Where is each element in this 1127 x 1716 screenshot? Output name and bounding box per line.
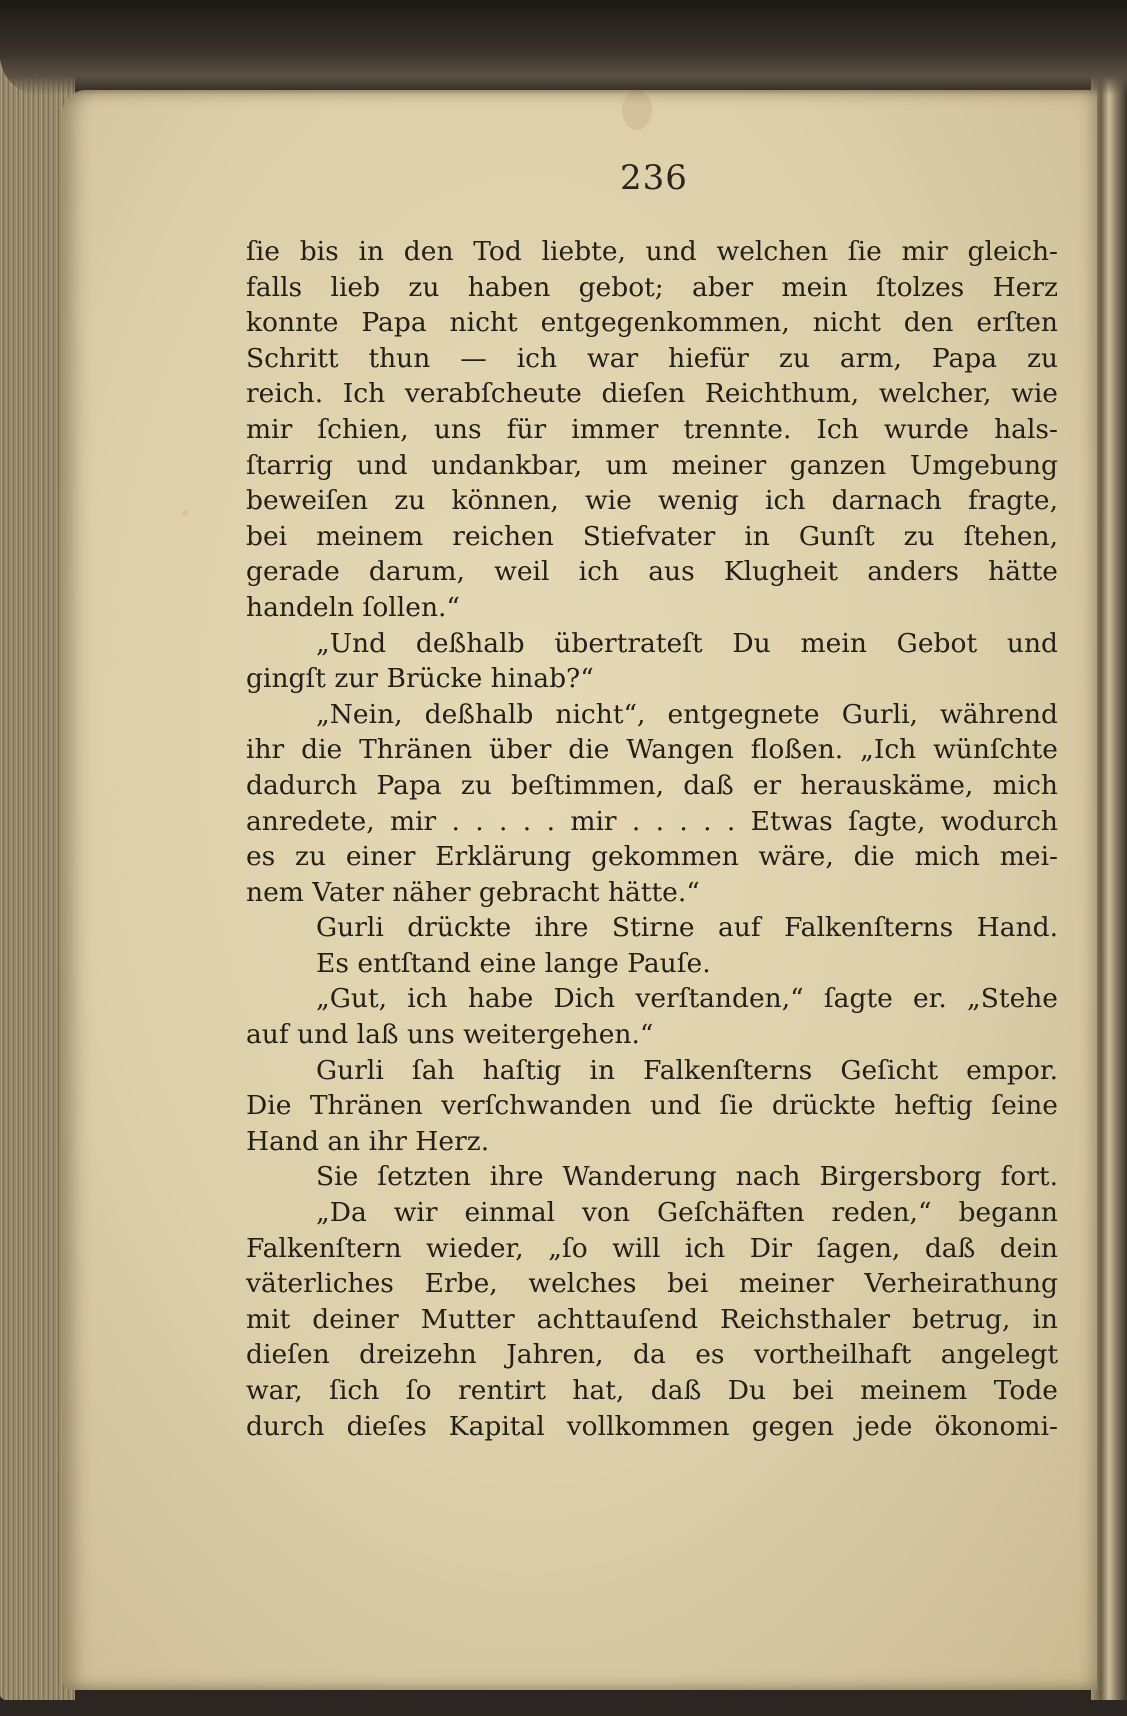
text-line: war, ſich ſo rentirt hat, daß Du bei meinem Tode bbox=[246, 1375, 1058, 1406]
text-line: anredete, mir . . . . . mir . . . . . Etwas ſagte, wodurch bbox=[246, 805, 1058, 837]
body-text bbox=[246, 234, 1058, 1444]
text-line: Falkenſtern wieder, „ſo will ich Dir ſagen, daß dein bbox=[246, 1232, 1058, 1264]
text-line: nem Vater näher gebracht hätte.“ bbox=[246, 876, 700, 908]
text-line: mit deiner Mutter achttauſend Reichsthaler betrug, in bbox=[246, 1303, 1058, 1335]
text-line: Hand an ihr Herz. bbox=[246, 1125, 490, 1157]
text-line: „Gut, ich habe Dich verſtanden,“ ſagte er. „Stehe bbox=[316, 983, 1058, 1015]
text-line: reich. Ich verabſcheute dieſen Reichthum, welcher, wie bbox=[246, 378, 1058, 410]
text-line: Gurli drückte ihre Stirne auf Falkenſterns Hand. bbox=[316, 912, 1058, 944]
text-line: bei meinem reichen Stiefvater in Gunſt zu ſtehen, bbox=[246, 520, 1058, 552]
text-line: dieſen dreizehn Jahren, da es vortheilhaft angelegt bbox=[246, 1339, 1058, 1371]
text-line: dadurch Papa zu beſtimmen, daß er herauskäme, mich bbox=[246, 769, 1058, 801]
paper-stain bbox=[622, 90, 652, 130]
text-line: falls lieb zu haben gebot; aber mein ſtolzes Herz bbox=[246, 271, 1058, 303]
text-line: beweiſen zu können, wie wenig ich darnach fragte, bbox=[246, 485, 1058, 517]
page-number: 236 bbox=[620, 158, 688, 198]
text-line: mir ſchien, uns für immer trennte. Ich wurde hals- bbox=[246, 413, 1058, 445]
text-line: auf und laß uns weitergehen.“ bbox=[246, 1019, 654, 1051]
text-line: Sie ſetzten ihre Wanderung nach Birgersborg fort. bbox=[316, 1161, 1058, 1193]
text-line: „Da wir einmal von Geſchäften reden,“ begann bbox=[316, 1197, 1058, 1229]
text-line: konnte Papa nicht entgegenkommen, nicht den erſten bbox=[246, 307, 1058, 339]
text-line: ihr die Thränen über die Wangen floßen. „Ich wünſchte bbox=[246, 734, 1058, 766]
text-line: väterliches Erbe, welches bei meiner Verheirathung bbox=[246, 1268, 1058, 1300]
text-line: Es entſtand eine lange Pauſe. bbox=[316, 947, 711, 979]
text-line: handeln ſollen.“ bbox=[246, 591, 460, 623]
text-line: gingſt zur Brücke hinab?“ bbox=[246, 663, 594, 695]
text-line: es zu einer Erklärung gekommen wäre, die mich mei- bbox=[246, 841, 1058, 873]
text-line: Gurli ſah haſtig in Falkenſterns Geſicht empor. bbox=[316, 1054, 1058, 1086]
text-line: ſtarrig und undankbar, um meiner ganzen Umgebung bbox=[246, 449, 1058, 481]
text-line: durch dieſes Kapital vollkommen gegen jede ökonomi- bbox=[246, 1410, 1058, 1442]
text-line: gerade darum, weil ich aus Klugheit anders hätte bbox=[246, 556, 1058, 588]
text-line: Die Thränen verſchwanden und ſie drückte heftig ſeine bbox=[246, 1090, 1058, 1122]
text-line: ſie bis in den Tod liebte, und welchen ſie mir gleich- bbox=[246, 236, 1058, 267]
text-line: Schritt thun — ich war hiefür zu arm, Papa zu bbox=[246, 342, 1058, 374]
text-line: „Und deßhalb übertrateſt Du mein Gebot und bbox=[316, 627, 1058, 659]
top-shadow bbox=[0, 0, 1127, 95]
text-line: „Nein, deßhalb nicht“, entgegnete Gurli, während bbox=[316, 698, 1058, 730]
paper-speck bbox=[182, 510, 188, 516]
